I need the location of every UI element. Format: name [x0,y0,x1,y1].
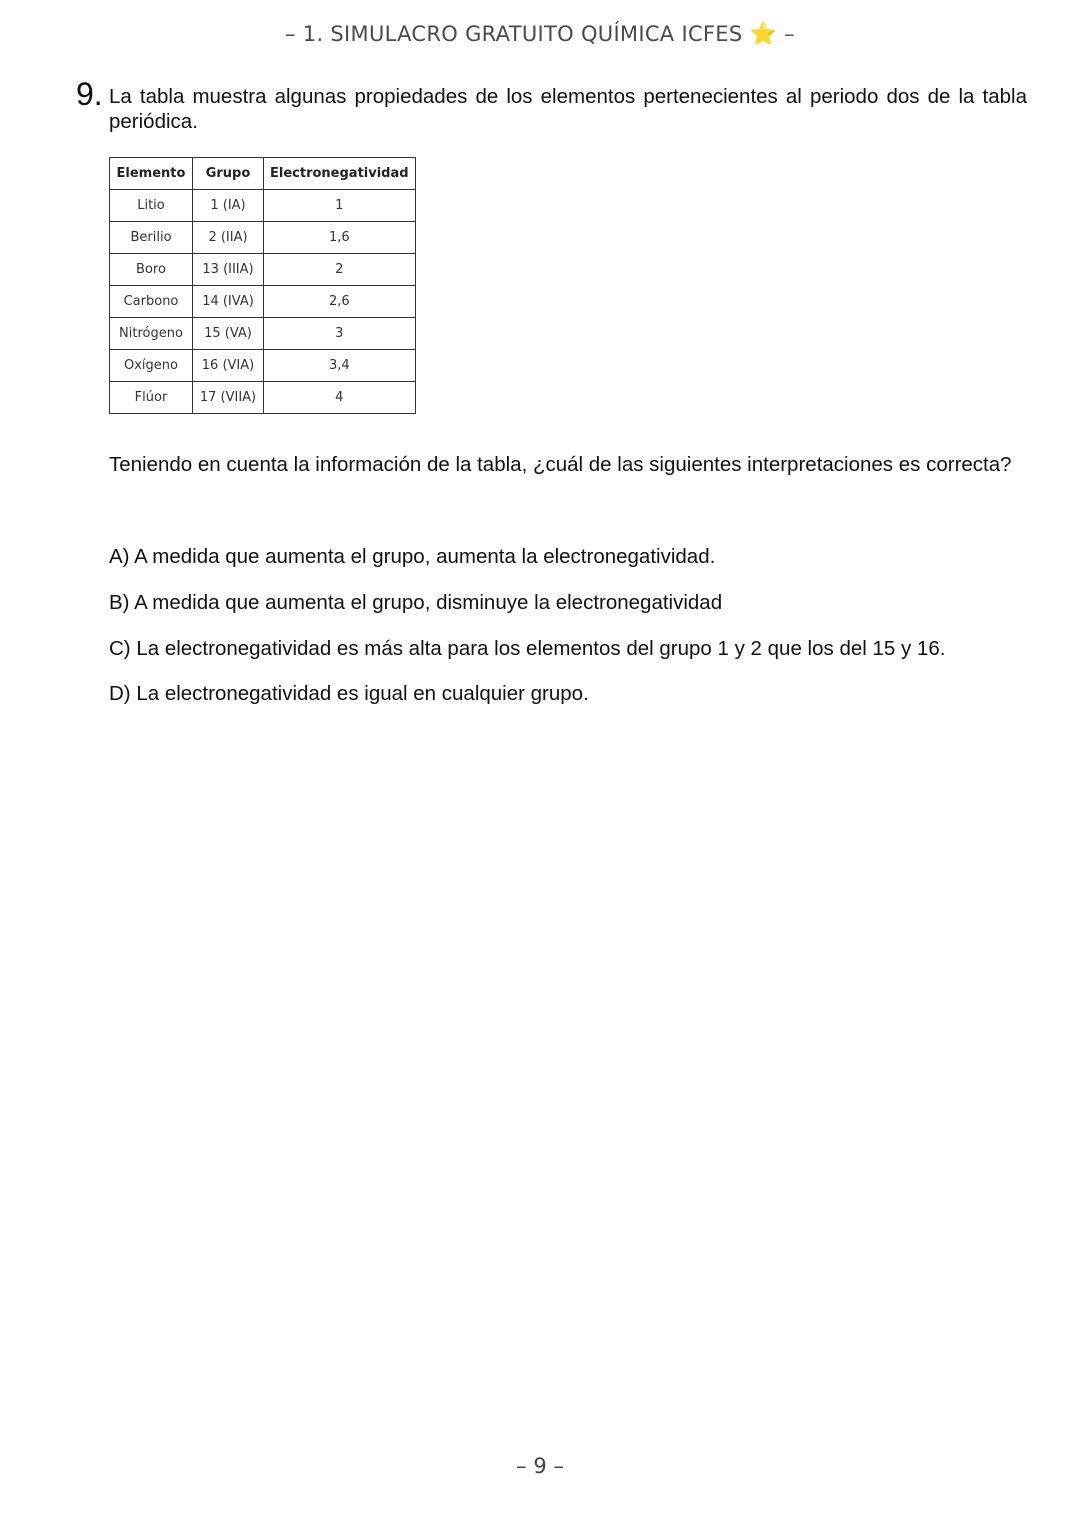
table-cell-grupo: 13 (IIIA) [193,254,264,286]
question-prompt: Teniendo en cuenta la información de la tabla, ¿cuál de las siguientes interpretaciones es correcta? [109,453,1012,476]
answer-option-c[interactable]: C) La electronegatividad es más alta para los elementos del grupo 1 y 2 que los del 15 y 16. [109,637,946,660]
table-cell-electronegatividad: 1,6 [264,222,416,254]
header-title: – 1. SIMULACRO GRATUITO QUÍMICA ICFES [285,22,743,46]
table-cell-grupo: 1 (IA) [193,190,264,222]
table-row [110,286,416,318]
table-cell-elemento: Carbono [110,286,193,318]
page-header [0,22,1080,47]
table-cell-elemento: Oxígeno [110,350,193,382]
question-number: 9. [76,76,103,112]
question-stem: La tabla muestra algunas propiedades de los elementos pertenecientes al periodo dos de la tabla periódica. [109,85,1027,133]
table-cell-grupo: 15 (VA) [193,318,264,350]
table-row [110,318,416,350]
header-trail: – [784,22,795,46]
table-cell-elemento: Flúor [110,382,193,414]
table-row [110,254,416,286]
table-cell-elemento: Litio [110,190,193,222]
table-cell-elemento: Nitrógeno [110,318,193,350]
table-row [110,382,416,414]
table-cell-electronegatividad: 4 [264,382,416,414]
table-header-row [110,158,416,190]
column-header-elemento: Elemento [110,158,193,190]
table-cell-electronegatividad: 1 [264,190,416,222]
table-row [110,350,416,382]
column-header-electronegatividad: Electronegatividad [264,158,416,190]
table-row [110,222,416,254]
table-cell-electronegatividad: 3 [264,318,416,350]
table-cell-electronegatividad: 3,4 [264,350,416,382]
answer-option-a[interactable]: A) A medida que aumenta el grupo, aumenta la electronegatividad. [109,545,716,568]
table-cell-grupo: 16 (VIA) [193,350,264,382]
table-cell-electronegatividad: 2,6 [264,286,416,318]
star-icon: ⭐ [749,22,778,47]
table-cell-elemento: Berilio [110,222,193,254]
answer-option-d[interactable]: D) La electronegatividad es igual en cualquier grupo. [109,682,589,705]
table-row [110,190,416,222]
answer-option-b[interactable]: B) A medida que aumenta el grupo, disminuye la electronegatividad [109,591,723,614]
table-cell-grupo: 14 (IVA) [193,286,264,318]
table-cell-grupo: 2 (IIA) [193,222,264,254]
column-header-grupo: Grupo [193,158,264,190]
table-cell-grupo: 17 (VIIA) [193,382,264,414]
table-cell-electronegatividad: 2 [264,254,416,286]
page-number: – 9 – [516,1454,564,1478]
table-cell-elemento: Boro [110,254,193,286]
properties-table [109,157,416,414]
